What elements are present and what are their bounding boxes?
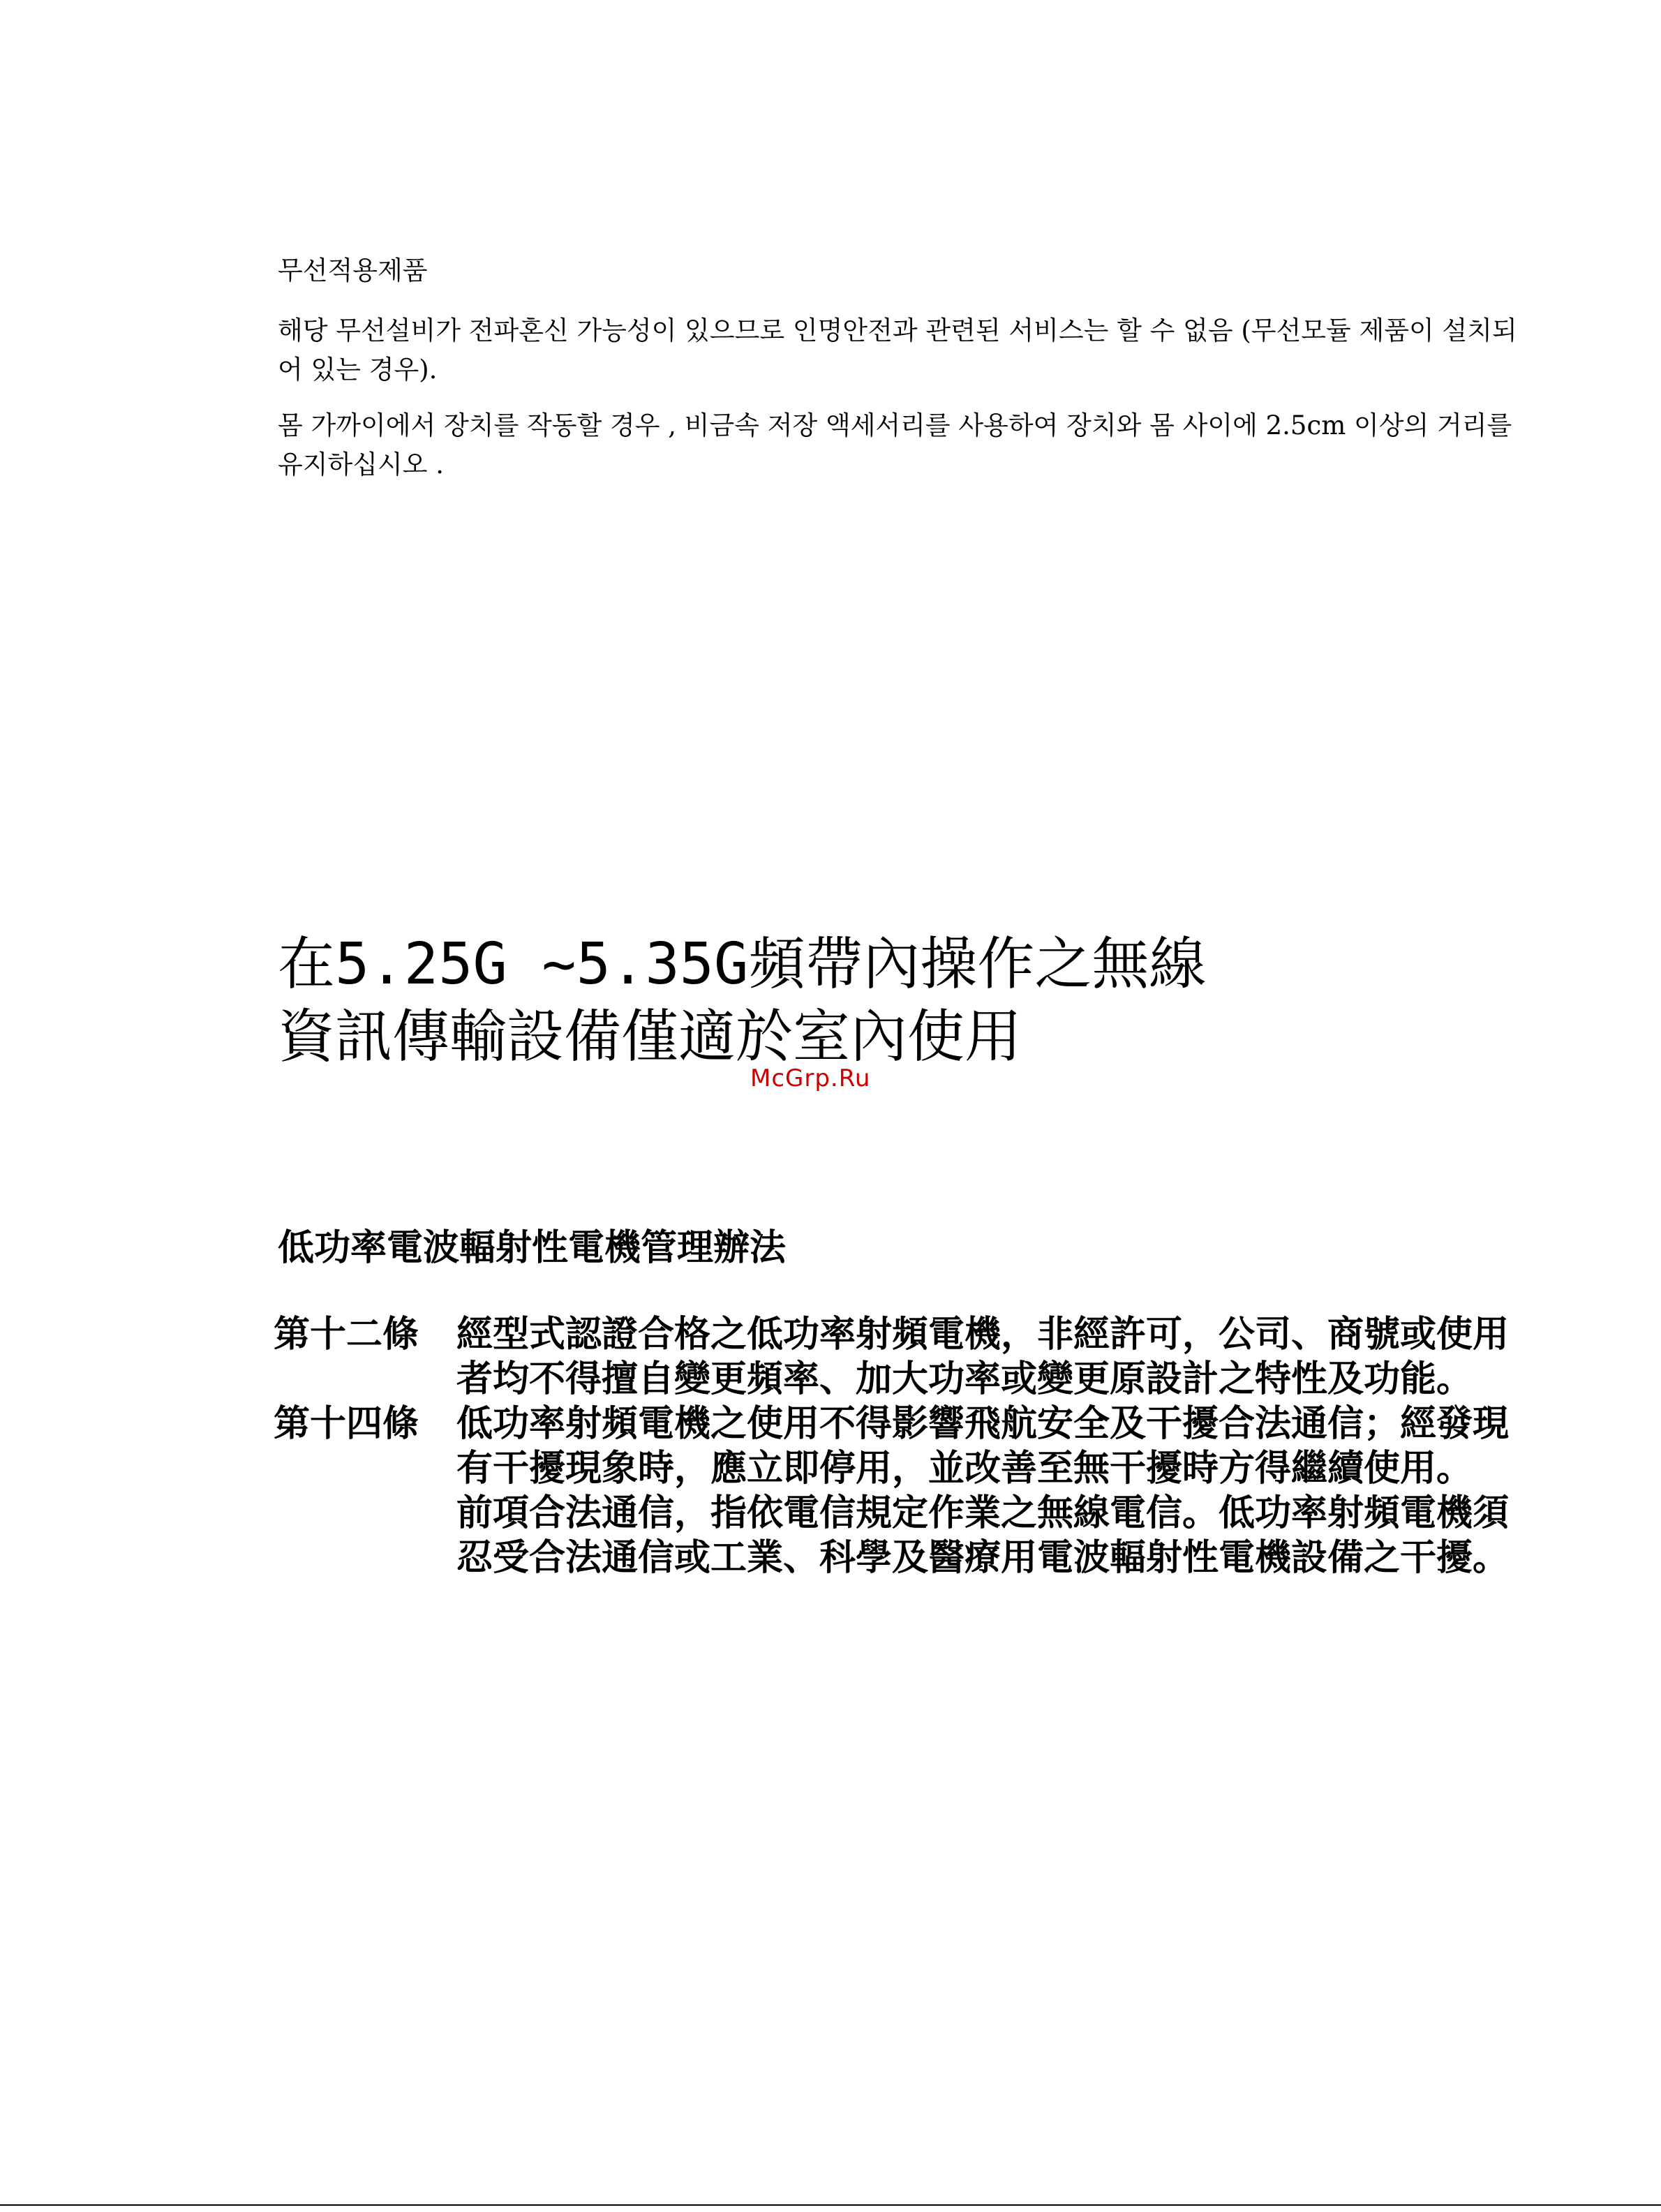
- article-fourteen: [274, 1402, 1530, 1580]
- taiwan-5g-notice-line-1: 在5.25G ~5.35G頻帶內操作之無線: [278, 931, 1207, 997]
- regulation-title: 低功率電波輻射性電機管理辦法: [278, 1227, 787, 1269]
- page-bottom-rule: [0, 2204, 1661, 2206]
- regulation-articles: [274, 1312, 1530, 1580]
- korean-wireless-notice: [278, 251, 1520, 501]
- article-body: [456, 1402, 1530, 1580]
- article-twelve: [274, 1312, 1530, 1402]
- article-paragraph: 經型式認證合格之低功率射頻電機，非經許可，公司、商號或使用者均不得擅自變更頻率、加大功率或變更原設計之特性及功能。: [456, 1314, 1510, 1400]
- taiwan-5g-indoor-notice: [278, 928, 1325, 1074]
- korean-notice-title: 무선적용제품: [278, 255, 428, 285]
- article-label: 第十二條: [274, 1314, 419, 1356]
- article-body: [456, 1312, 1530, 1402]
- taiwan-5g-notice-line-2: 資訊傳輸設備僅適於室內使用: [278, 1004, 1022, 1070]
- korean-notice-paragraph-body-distance: 몸 가까이에서 장치를 작동할 경우 , 비금속 저장 액세서리를 사용하여 장치와 몸 사이에 2.5cm 이상의 거리를 유지하십시오 .: [278, 410, 1512, 480]
- watermark-text: McGrp.Ru: [750, 1064, 871, 1092]
- korean-notice-paragraph-interference: 해당 무선설비가 전파혼신 가능성이 있으므로 인명안전과 관련된 서비스는 할 수 없음 (무선모듈 제품이 설치되어 있는 경우).: [278, 316, 1517, 385]
- article-paragraph: 低功率射頻電機之使用不得影響飛航安全及干擾合法通信；經發現有干擾現象時，應立即停用，並改善至無干擾時方得繼續使用。: [456, 1403, 1510, 1490]
- article-label: 第十四條: [274, 1403, 419, 1445]
- article-paragraph: 前項合法通信，指依電信規定作業之無線電信。低功率射頻電機須忍受合法通信或工業、科學及醫療用電波輻射性電機設備之干擾。: [456, 1492, 1510, 1579]
